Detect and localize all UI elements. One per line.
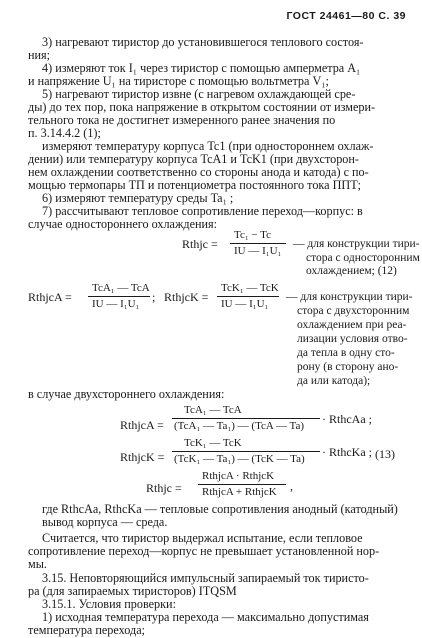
fraction-bar bbox=[172, 451, 320, 452]
formula-denominator: IU — I₁U₁ bbox=[221, 298, 269, 310]
formula-lhs: RthjcK = bbox=[164, 290, 209, 304]
text-line: Считается, что тиристор выдержал испытание, если тепловое bbox=[42, 531, 363, 545]
formula-numerator: TcK₁ — TcK bbox=[221, 282, 279, 294]
formula-lhs: RthjcA = bbox=[120, 418, 164, 432]
fraction-bar bbox=[198, 484, 286, 485]
document-page: ГОСТ 24461—80 С. 39 3) нагревают тиристор до установившегося теплового состоя- ния; 4) измеряют ток I₁ через тиристор с помощью амперметра A₁ и напряжение U₁ на тиристоре с помощью вольтметра V₁; 5) нагревают тиристор извне (с нагревом охлаждающей сре- ды) до тех пор, пока напряжение в открытом состоянии от измери- тельного тока не достигнет измеренного ранее значения по п. 3.14.4.2 (1); измеряют температуру корпуса Tc1 (при одностороннем охлаж- дении) или температуру корпуса TcA1 и TcK1 (при двухсторон- нем охлаждении соответственно со стороны анода и катода) с по- мощью термопары ТП и потенциометра постоянного тока ППТ; 6) измеряют температуру среды Ta₁ ; 7) рассчитывают тепловое сопротивление переход—корпус: в случае одностороннего охлаждения: Rthjc = Tc₁ − Tc IU — I₁U₁ — для конструкции тири- стора с односторонним охлаждением; (12) RthjcA = TcA₁ — TcA IU — I₁U₁ ; RthjcK = TcK₁ — TcK IU — I₁U₁ — для конструкции тири- стора с двухсторонним охлаждением при реа- лизации условия отво- да тепла в одну сто- рону (в сторону ано- да или катода); в случае двухстороннего охлаждения: RthjcA = TcA₁ — TcA (TcA₁ — Ta₁) — (TcA — Ta) · RthcAa ; RthjcK = TcK₁ — TcK (TcK₁ — Ta₁) — (TcK — Ta) · RthcKa ; (13) Rthjc = RthjcA · RthjcK RthjcA + RthjcK , где RthcAa, RthcKa — тепловые сопротивления анодный (катодный) вывод корпуса — среда. Считается, что тиристор выдержал испытание, если тепловое сопротивление переход—корпус не превышает установленной нор- мы. 3.15. Неповторяющийся импульсный запираемый ток тиристо- ра (для запираемых тиристоров) ITQSM 3.15.1. Условия проверки: 1) исходная температура перехода — максимально допустимая температура перехода; bbox=[28, 10, 420, 637]
formula-lhs: RthjcA = bbox=[28, 290, 72, 304]
equation-number: (13) bbox=[375, 447, 395, 461]
text-line: нем охлаждении соответственно со стороны анода и катода) с по- bbox=[28, 165, 369, 179]
text-line: мы. bbox=[28, 557, 47, 571]
formula-note: охлаждением; (12) bbox=[306, 265, 397, 277]
text-line: мощью термопары ТП и потенциометра постоянного тока ППТ; bbox=[28, 178, 362, 192]
formula-numerator: TcA₁ — TcA bbox=[184, 404, 242, 416]
formula-lhs: RthjcK = bbox=[120, 450, 165, 464]
fraction-bar bbox=[172, 418, 320, 419]
page-header: ГОСТ 24461—80 С. 39 bbox=[286, 10, 406, 22]
formula-lhs: Rthjc = bbox=[182, 237, 218, 251]
text-line: 3) нагревают тиристор до установившегося теплового состоя- bbox=[42, 35, 364, 49]
fraction-bar bbox=[217, 296, 279, 297]
section-heading: 3.15. Неповторяющийся импульсный запираемый ток тиристо- bbox=[42, 571, 369, 585]
text-line: в случае двухстороннего охлаждения: bbox=[28, 387, 225, 401]
formula-note: стора с односторонним bbox=[306, 252, 420, 264]
formula-numerator: Tc₁ − Tc bbox=[234, 229, 272, 241]
text-line: п. 3.14.4.2 (1); bbox=[28, 126, 101, 140]
text-line: ра (для запираемых тиристоров) ITQSM bbox=[28, 584, 237, 598]
fraction-bar bbox=[88, 296, 150, 297]
text-line: тельного тока не достигнет измеренного ранее значения по bbox=[28, 113, 336, 127]
formula-numerator: TcA₁ — TcA bbox=[92, 282, 150, 294]
formula-note: лизации условия отво- bbox=[297, 333, 408, 345]
formula-multiplier: · RthcKa ; bbox=[322, 445, 372, 459]
formula-note: рону (в сторону ано- bbox=[297, 361, 399, 373]
text-line: сопротивление переход—корпус не превышает установленной нор- bbox=[28, 544, 380, 558]
text-line: случае одностороннего охлаждения: bbox=[28, 217, 218, 231]
formula-note: да тепла в одну сто- bbox=[297, 347, 395, 359]
formula-note: — для конструкции тири- bbox=[286, 291, 413, 303]
text-line: 5) нагревают тиристор извне (с нагревом охлаждающей сре- bbox=[42, 87, 356, 101]
text-line: 7) рассчитывают тепловое сопротивление переход—корпус: в bbox=[42, 204, 363, 218]
formula-note: охлаждением при реа- bbox=[297, 319, 407, 331]
formula-note: да или катода); bbox=[297, 375, 371, 387]
text-line: где RthcAa, RthcKa — тепловые сопротивления анодный (катодный) bbox=[42, 502, 398, 516]
text-line: температура перехода; bbox=[28, 623, 146, 637]
formula-numerator: RthjcA · RthjcK bbox=[202, 470, 275, 482]
formula-numerator: TcK₁ — TcK bbox=[184, 437, 242, 449]
text-line: вывод корпуса — среда. bbox=[42, 515, 168, 529]
text-line: дении) или температуру корпуса TcA1 и TcK1 (при двухсторон- bbox=[28, 152, 359, 166]
subsection-heading: 3.15.1. Условия проверки: bbox=[42, 597, 176, 611]
formula-denominator: IU — I₁U₁ bbox=[234, 245, 282, 257]
text-line: ды) до тех пор, пока напряжение в открытом состоянии от измери- bbox=[28, 100, 376, 114]
text-line: ния; bbox=[28, 48, 51, 62]
fraction-bar bbox=[230, 243, 286, 244]
formula-note: — для конструкции тири- bbox=[293, 238, 420, 250]
text-line: и напряжение U₁ на тиристоре с помощью вольтметра V₁; bbox=[28, 74, 329, 88]
text-line: 6) измеряют температуру среды Ta₁ ; bbox=[42, 191, 234, 205]
formula-multiplier: · RthcAa ; bbox=[322, 412, 372, 426]
text-line: измеряют температуру корпуса Tc1 (при одностороннем охлаж- bbox=[42, 139, 374, 153]
formula-denominator: RthjcA + RthjcK bbox=[202, 486, 277, 498]
text-line: 4) измеряют ток I₁ через тиристор с помощью амперметра A₁ bbox=[42, 61, 361, 75]
formula-denominator: (TcA₁ — Ta₁) — (TcA — Ta) bbox=[174, 420, 305, 432]
formula-denominator: IU — I₁U₁ bbox=[92, 298, 140, 310]
formula-note: стора с двухсторонним bbox=[297, 305, 410, 317]
formula-lhs: Rthjc = bbox=[146, 481, 182, 495]
text-line: 1) исходная температура перехода — максимально допустимая bbox=[42, 610, 369, 624]
formula-denominator: (TcK₁ — Ta₁) — (TcK — Ta) bbox=[174, 453, 305, 465]
